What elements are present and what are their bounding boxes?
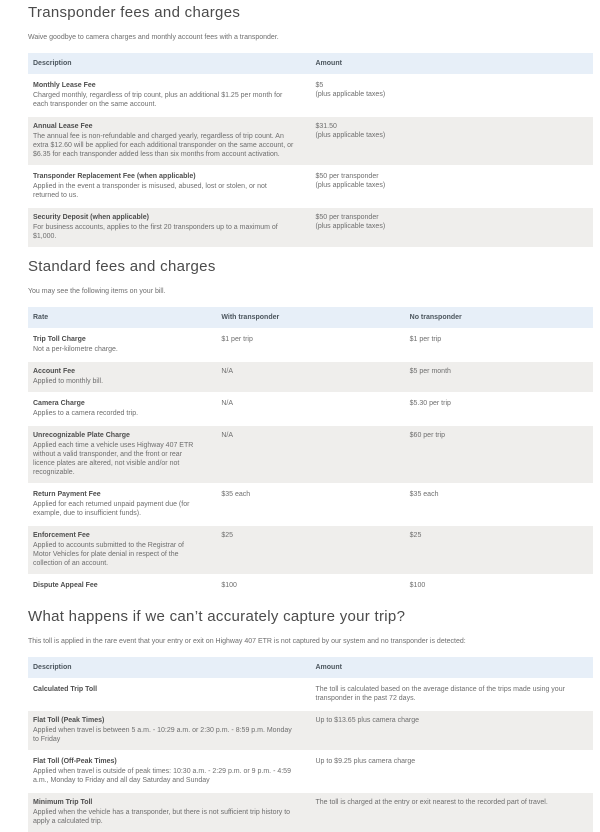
- fee-description: The annual fee is non-refundable and charged yearly, regardless of trip count. An extra $12.60 will be applied for each additional transponder on the same account, or $6.35 for each transponder added less than six months from account activation.: [33, 133, 294, 158]
- table-row: [28, 208, 593, 247]
- description-cell: [28, 81, 311, 109]
- table-row: [28, 117, 593, 165]
- transponder-fees-table: [28, 53, 593, 247]
- fee-amount-note: (plus applicable taxes): [315, 223, 386, 230]
- no-transponder-cell: $60 per trip: [409, 432, 446, 439]
- column-header-no-transponder: No transponder: [409, 314, 462, 321]
- rate-cell: [28, 581, 216, 591]
- rate-cell: [28, 335, 216, 354]
- no-transponder-cell: $25: [409, 532, 422, 539]
- table-row: [28, 426, 593, 483]
- no-transponder-cell: $1 per trip: [409, 336, 442, 343]
- with-transponder-cell: $1 per trip: [221, 336, 253, 343]
- fee-title: Calculated Trip Toll: [33, 686, 98, 693]
- column-header-description: Description: [33, 60, 72, 67]
- fee-description: Not a per-kilometre charge.: [33, 346, 118, 353]
- fee-amount-note: (plus applicable taxes): [315, 91, 386, 98]
- section-heading: Standard fees and charges: [28, 258, 216, 275]
- fee-description: Applied when the vehicle has a transponder, but there is not sufficient trip history to apply a calculated trip.: [33, 809, 291, 825]
- fee-amount: $50 per transponder: [315, 173, 379, 180]
- column-header-with-transponder: With transponder: [221, 314, 280, 321]
- amount-cell: [311, 172, 594, 200]
- description-cell: [28, 716, 311, 744]
- column-header-rate: Rate: [33, 314, 49, 321]
- table-row: [28, 711, 593, 750]
- section-heading: What happens if we can’t accurately capture your trip?: [28, 608, 406, 625]
- section-intro: Waive goodbye to camera charges and monthly account fees with a transponder.: [28, 34, 279, 41]
- fee-amount-note: (plus applicable taxes): [315, 182, 386, 189]
- with-transponder-cell: N/A: [221, 368, 233, 375]
- column-header-amount: Amount: [315, 664, 342, 671]
- trip-capture-table: [28, 657, 593, 832]
- fee-description: For business accounts, applies to the first 20 transponders up to a maximum of $1,000.: [33, 224, 278, 240]
- section-intro: You may see the following items on your bill.: [28, 288, 166, 295]
- table-row: [28, 167, 593, 206]
- with-transponder-cell: $100: [221, 582, 237, 589]
- section-trip-capture: [28, 608, 593, 832]
- fee-description: Charged monthly, regardless of trip count, plus an additional $1.25 per month for each transponder on the same account.: [33, 92, 283, 108]
- fee-title: Annual Lease Fee: [33, 123, 93, 130]
- section-transponder-fees: [28, 4, 593, 247]
- standard-fees-table: [28, 307, 593, 597]
- no-transponder-cell: $35 each: [409, 491, 439, 498]
- no-transponder-cell: $5 per month: [409, 368, 451, 375]
- amount-cell: The toll is charged at the entry or exit nearest to the recorded part of travel.: [315, 799, 548, 806]
- with-transponder-cell: $25: [221, 532, 234, 539]
- table-row: [28, 394, 593, 424]
- rate-cell: [28, 531, 216, 568]
- with-transponder-cell: $35 each: [221, 491, 251, 498]
- fee-amount-note: (plus applicable taxes): [315, 132, 386, 139]
- fee-title: Account Fee: [33, 368, 76, 375]
- rate-cell: [28, 399, 216, 418]
- section-intro: This toll is applied in the rare event that your entry or exit on Highway 407 ETR is not captured by our system and no transponder is detected:: [28, 638, 466, 645]
- fee-amount: $31.50: [315, 123, 337, 130]
- fee-title: Minimum Trip Toll: [33, 799, 93, 806]
- fee-description: Applied to accounts submitted to the Registrar of Motor Vehicles for plate denial in respect of the collection of an account.: [33, 542, 184, 567]
- table-row: [28, 576, 593, 597]
- rate-cell: [28, 431, 216, 477]
- fee-description: Applied in the event a transponder is misused, abused, lost or stolen, or not returned to us.: [33, 183, 267, 199]
- column-header-description: Description: [33, 664, 72, 671]
- fee-description: Applied when travel is outside of peak times: 10:30 a.m. - 2:29 p.m. or 9 p.m. - 4:59 a.m., Monday to Friday and all day Saturday and Sunday: [33, 768, 291, 784]
- table-header-row: [28, 657, 593, 678]
- table-header-row: [28, 307, 593, 328]
- table-row: [28, 680, 593, 709]
- section-standard-fees: [28, 258, 593, 597]
- description-cell: [28, 172, 311, 200]
- fee-title: Security Deposit (when applicable): [33, 214, 149, 221]
- fee-title: Enforcement Fee: [33, 532, 90, 539]
- fee-title: Transponder Replacement Fee (when applicable): [33, 173, 196, 180]
- amount-cell: [311, 213, 594, 241]
- fee-title: Monthly Lease Fee: [33, 82, 96, 89]
- fee-title: Dispute Appeal Fee: [33, 582, 98, 589]
- table-row: [28, 752, 593, 791]
- description-cell: [28, 757, 311, 785]
- description-cell: [28, 122, 311, 159]
- amount-cell: [311, 122, 594, 159]
- fee-title: Flat Toll (Peak Times): [33, 717, 105, 724]
- with-transponder-cell: N/A: [221, 432, 233, 439]
- table-row: [28, 485, 593, 524]
- fee-description: Applies to a camera recorded trip.: [33, 410, 139, 417]
- fee-description: Applied each time a vehicle uses Highway 407 ETR without a valid transponder, and the front or rear licence plates are altered, not visible and/or not recognizable.: [33, 442, 194, 476]
- description-cell: [28, 685, 311, 703]
- fee-description: Applied to monthly bill.: [33, 378, 104, 385]
- fee-title: Camera Charge: [33, 400, 85, 407]
- amount-cell: [311, 81, 594, 109]
- table-header-row: [28, 53, 593, 74]
- table-row: [28, 330, 593, 360]
- fee-title: Flat Toll (Off-Peak Times): [33, 758, 117, 765]
- table-row: [28, 526, 593, 574]
- fee-amount: $50 per transponder: [315, 214, 379, 221]
- no-transponder-cell: $5.30 per trip: [409, 400, 451, 407]
- no-transponder-cell: $100: [409, 582, 426, 589]
- amount-cell: Up to $9.25 plus camera charge: [315, 758, 416, 765]
- with-transponder-cell: N/A: [221, 400, 233, 407]
- fee-title: Trip Toll Charge: [33, 336, 86, 343]
- fee-description: Applied for each returned unpaid payment due (for example, due to insufficient funds).: [33, 501, 190, 517]
- table-row: [28, 793, 593, 832]
- table-row: [28, 76, 593, 115]
- rate-cell: [28, 367, 216, 386]
- fee-title: Unrecognizable Plate Charge: [33, 432, 130, 439]
- amount-cell: Up to $13.65 plus camera charge: [315, 717, 420, 724]
- amount-cell: The toll is calculated based on the average distance of the trips made using your transponder in the past 72 days.: [315, 686, 565, 702]
- rate-cell: [28, 490, 216, 518]
- fee-title: Return Payment Fee: [33, 491, 101, 498]
- section-heading: Transponder fees and charges: [28, 4, 241, 21]
- fee-amount: $5: [315, 82, 324, 89]
- description-cell: [28, 213, 311, 241]
- column-header-amount: Amount: [315, 60, 342, 67]
- fee-description: Applied when travel is between 5 a.m. - 10:29 a.m. or 2:30 p.m. - 8:59 p.m. Monday to Friday: [33, 727, 292, 743]
- description-cell: [28, 798, 311, 826]
- table-row: [28, 362, 593, 392]
